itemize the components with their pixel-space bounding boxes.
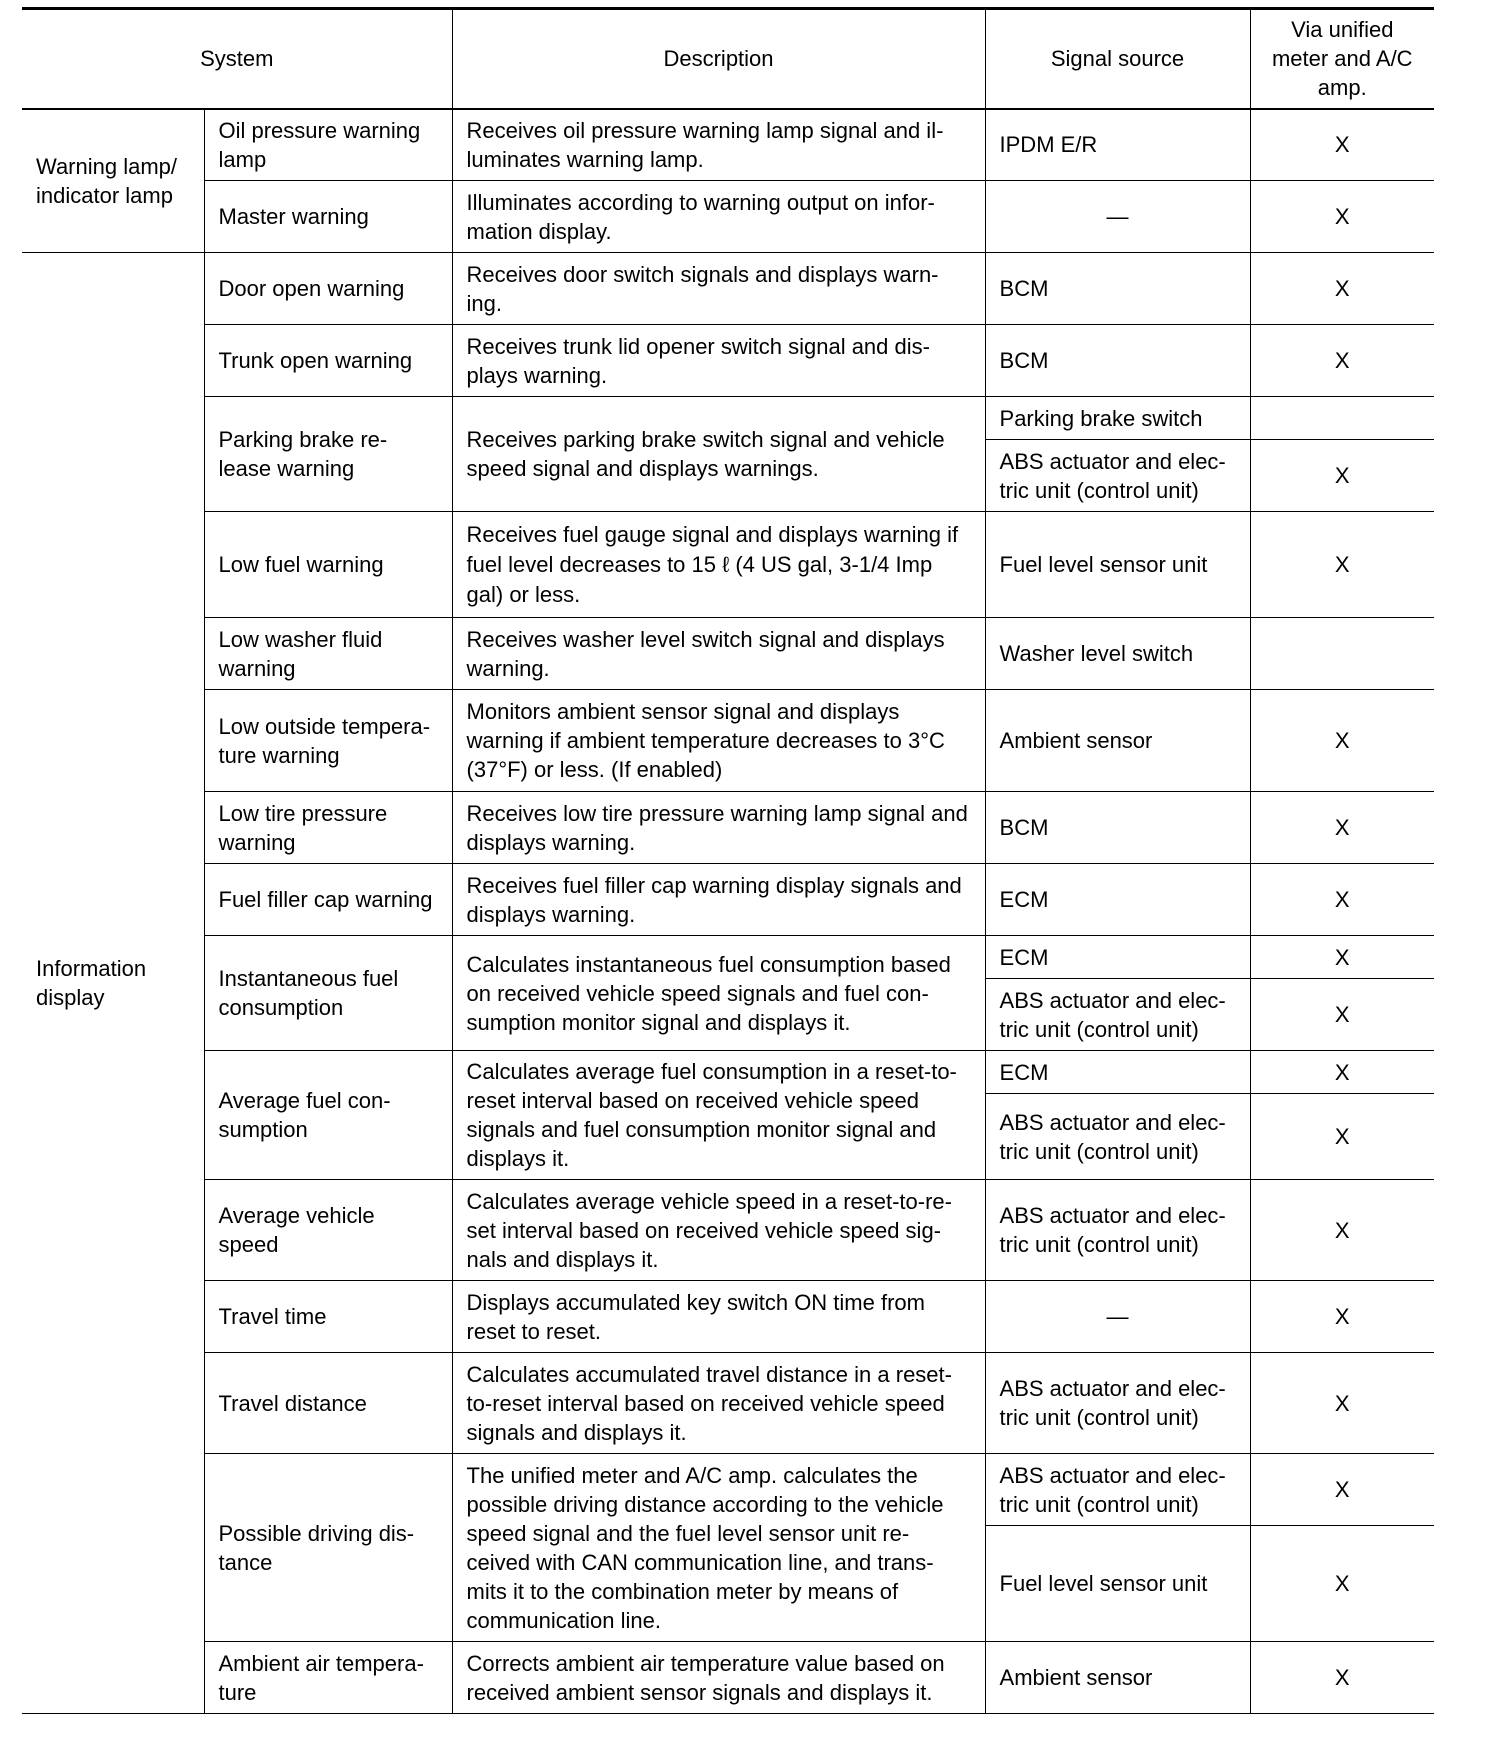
table-row xyxy=(22,325,1434,397)
signal-source-cell: ABS actuator and elec-tric unit (control unit) xyxy=(985,1094,1250,1180)
signal-source-cell: Ambient sensor xyxy=(985,690,1250,792)
signal-source-cell: Fuel level sensor unit xyxy=(985,1526,1250,1642)
table-row xyxy=(22,936,1434,979)
table-row xyxy=(22,512,1434,618)
description-cell: Calculates average fuel consumption in a reset-to-reset interval based on received vehicle speed signals and fuel consumption monitor signal and displays it. xyxy=(452,1051,985,1180)
item-cell: Travel distance xyxy=(204,1353,452,1454)
table-row xyxy=(22,1454,1434,1526)
table-row xyxy=(22,618,1434,690)
table-row xyxy=(22,864,1434,936)
item-cell: Low washer fluid warning xyxy=(204,618,452,690)
signal-source-cell: BCM xyxy=(985,325,1250,397)
table-row xyxy=(22,1051,1434,1094)
table-row xyxy=(22,397,1434,440)
via-cell: X xyxy=(1250,792,1434,864)
signal-source-cell: Washer level switch xyxy=(985,618,1250,690)
item-cell: Master warning xyxy=(204,181,452,253)
via-cell: X xyxy=(1250,690,1434,792)
item-cell: Parking brake re-lease warning xyxy=(204,397,452,512)
signal-source-cell: ABS actuator and elec-tric unit (control unit) xyxy=(985,979,1250,1051)
description-cell: Calculates accumulated travel distance in a reset-to-reset interval based on received vehicle speed signals and displays it. xyxy=(452,1353,985,1454)
table-row xyxy=(22,792,1434,864)
description-cell: Calculates instantaneous fuel consumption based on received vehicle speed signals and fuel con-sumption monitor signal and displays it. xyxy=(452,936,985,1051)
header-system: System xyxy=(22,9,452,109)
table-row xyxy=(22,690,1434,792)
item-cell: Fuel filler cap warning xyxy=(204,864,452,936)
table-row xyxy=(22,1180,1434,1281)
via-cell: X xyxy=(1250,1642,1434,1714)
via-cell: X xyxy=(1250,1281,1434,1353)
header-row xyxy=(22,9,1434,109)
via-cell xyxy=(1250,397,1434,440)
description-cell: Receives trunk lid opener switch signal and dis-plays warning. xyxy=(452,325,985,397)
table-row xyxy=(22,109,1434,181)
via-cell: X xyxy=(1250,979,1434,1051)
table-row xyxy=(22,1281,1434,1353)
description-cell: Monitors ambient sensor signal and displays warning if ambient temperature decreases to 3°C (37°F) or less. (If enabled) xyxy=(452,690,985,792)
item-cell: Low fuel warning xyxy=(204,512,452,618)
signal-source-cell: ABS actuator and elec-tric unit (control unit) xyxy=(985,440,1250,512)
signal-source-cell: BCM xyxy=(985,792,1250,864)
table-row xyxy=(22,181,1434,253)
via-cell: X xyxy=(1250,440,1434,512)
description-cell: Receives door switch signals and displays warn-ing. xyxy=(452,253,985,325)
via-cell: X xyxy=(1250,1051,1434,1094)
item-cell: Ambient air tempera-ture xyxy=(204,1642,452,1714)
item-cell: Possible driving dis-tance xyxy=(204,1454,452,1642)
item-cell: Instantaneous fuel consumption xyxy=(204,936,452,1051)
description-cell: Corrects ambient air temperature value based on received ambient sensor signals and displays it. xyxy=(452,1642,985,1714)
signal-source-cell: — xyxy=(985,1281,1250,1353)
header-signal-source: Signal source xyxy=(985,9,1250,109)
via-cell: X xyxy=(1250,1180,1434,1281)
header-description: Description xyxy=(452,9,985,109)
item-cell: Average fuel con-sumption xyxy=(204,1051,452,1180)
item-cell: Low outside tempera-ture warning xyxy=(204,690,452,792)
via-cell: X xyxy=(1250,1353,1434,1454)
via-cell: X xyxy=(1250,253,1434,325)
group-warning-lamp: Warning lamp/ indicator lamp xyxy=(22,109,204,253)
signal-source-cell: ABS actuator and elec-tric unit (control unit) xyxy=(985,1454,1250,1526)
via-cell: X xyxy=(1250,512,1434,618)
signal-source-cell: Ambient sensor xyxy=(985,1642,1250,1714)
signal-source-cell: IPDM E/R xyxy=(985,109,1250,181)
signal-source-cell: ABS actuator and elec-tric unit (control unit) xyxy=(985,1180,1250,1281)
via-cell: X xyxy=(1250,325,1434,397)
signal-source-cell: Parking brake switch xyxy=(985,397,1250,440)
via-cell: X xyxy=(1250,181,1434,253)
signal-source-cell: ABS actuator and elec-tric unit (control unit) xyxy=(985,1353,1250,1454)
description-cell: Receives washer level switch signal and displays warning. xyxy=(452,618,985,690)
via-cell: X xyxy=(1250,1454,1434,1526)
item-cell: Average vehicle speed xyxy=(204,1180,452,1281)
description-cell: Displays accumulated key switch ON time from reset to reset. xyxy=(452,1281,985,1353)
item-cell: Travel time xyxy=(204,1281,452,1353)
table-row xyxy=(22,1353,1434,1454)
via-cell: X xyxy=(1250,864,1434,936)
signal-source-cell: ECM xyxy=(985,864,1250,936)
signal-source-cell: ECM xyxy=(985,1051,1250,1094)
group-information-display: Information display xyxy=(22,253,204,1714)
signal-source-cell: — xyxy=(985,181,1250,253)
signal-source-cell: ECM xyxy=(985,936,1250,979)
item-cell: Low tire pressure warning xyxy=(204,792,452,864)
signal-source-cell: BCM xyxy=(985,253,1250,325)
description-cell: Receives low tire pressure warning lamp signal and displays warning. xyxy=(452,792,985,864)
signal-source-cell: Fuel level sensor unit xyxy=(985,512,1250,618)
via-cell: X xyxy=(1250,936,1434,979)
description-cell: Receives fuel filler cap warning display signals and displays warning. xyxy=(452,864,985,936)
description-cell: Illuminates according to warning output on infor-mation display. xyxy=(452,181,985,253)
description-cell: Receives oil pressure warning lamp signal and il-luminates warning lamp. xyxy=(452,109,985,181)
description-cell: Calculates average vehicle speed in a reset-to-re-set interval based on received vehicle speed sig-nals and displays it. xyxy=(452,1180,985,1281)
via-cell xyxy=(1250,618,1434,690)
table-row xyxy=(22,253,1434,325)
item-cell: Trunk open warning xyxy=(204,325,452,397)
description-cell: Receives fuel gauge signal and displays warning if fuel level decreases to 15 ℓ (4 US gal, 3-1/4 Imp gal) or less. xyxy=(452,512,985,618)
description-cell: The unified meter and A/C amp. calculates the possible driving distance according to the vehicle speed signal and the fuel level sensor unit re-ceived with CAN communication line, and trans-mits it to the combination meter by means of communication line. xyxy=(452,1454,985,1642)
via-cell: X xyxy=(1250,109,1434,181)
system-table xyxy=(22,7,1434,1714)
table-row xyxy=(22,1642,1434,1714)
description-cell: Receives parking brake switch signal and vehicle speed signal and displays warnings. xyxy=(452,397,985,512)
item-cell: Door open warning xyxy=(204,253,452,325)
header-via: Via unified meter and A/C amp. xyxy=(1250,9,1434,109)
via-cell: X xyxy=(1250,1094,1434,1180)
item-cell: Oil pressure warning lamp xyxy=(204,109,452,181)
via-cell: X xyxy=(1250,1526,1434,1642)
